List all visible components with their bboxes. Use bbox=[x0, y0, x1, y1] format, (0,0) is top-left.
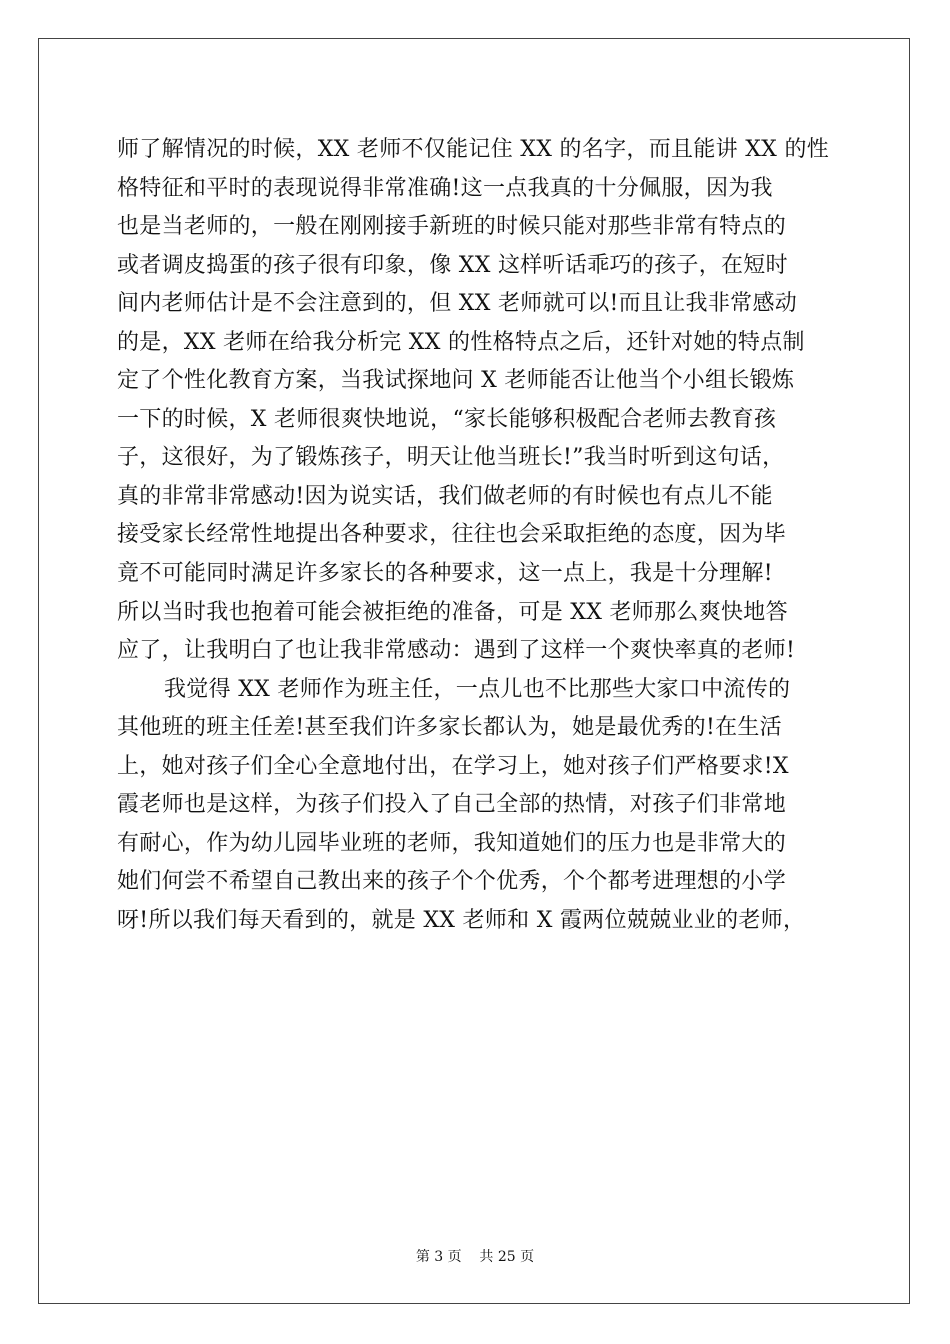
text-line: 霞老师也是这样，为孩子们投入了自己全部的热情，对孩子们非常地 bbox=[117, 792, 787, 818]
text-line: 上，她对孩子们全心全意地付出，在学习上，她对孩子们严格要求!X bbox=[117, 753, 789, 779]
text-line: 师了解情况的时候，XX 老师不仅能记住 XX 的名字，而且能讲 XX 的性 bbox=[117, 137, 830, 162]
text-line: 呀!所以我们每天看到的，就是 XX 老师和 X 霞两位兢兢业业的老师， bbox=[117, 907, 806, 933]
text-line: 子，这很好，为了锻炼孩子，明天让他当班长!”我当时听到这句话， bbox=[117, 445, 785, 471]
text-line: 一下的时候，X 老师很爽快地说，“家长能够积极配合老师去教育孩 bbox=[117, 406, 777, 432]
text-line: 也是当老师的，一般在刚刚接手新班的时候只能对那些非常有特点的 bbox=[117, 214, 787, 240]
text-line: 其他班的班主任差!甚至我们许多家长都认为，她是最优秀的!在生活 bbox=[117, 715, 782, 741]
text-line: 或者调皮捣蛋的孩子很有印象，像 XX 这样听话乖巧的孩子，在短时 bbox=[117, 252, 788, 278]
text-line: 间内老师估计是不会注意到的，但 XX 老师就可以!而且让我非常感动 bbox=[117, 291, 798, 317]
text-line: 所以当时我也抱着可能会被拒绝的准备，可是 XX 老师那么爽快地答 bbox=[117, 599, 788, 625]
text-line: 应了，让我明白了也让我非常感动：遇到了这样一个爽快率真的老师! bbox=[117, 638, 796, 664]
text-line: 我觉得 XX 老师作为班主任，一点儿也不比那些大家口中流传的 bbox=[164, 676, 791, 702]
text-line: 的是，XX 老师在给我分析完 XX 的性格特点之后，还针对她的特点制 bbox=[117, 329, 805, 355]
page-number-footer: 第 3 页 共 25 页 bbox=[415, 1249, 535, 1265]
text-line: 格特征和平时的表现说得非常准确!这一点我真的十分佩服，因为我 bbox=[117, 175, 773, 201]
text-line: 接受家长经常性地提出各种要求，往往也会采取拒绝的态度，因为毕 bbox=[117, 522, 787, 548]
text-line: 她们何尝不希望自己教出来的孩子个个优秀，个个都考进理想的小学 bbox=[117, 869, 787, 895]
text-line: 定了个性化教育方案，当我试探地问 X 老师能否让他当个小组长锻炼 bbox=[117, 368, 795, 394]
document-body bbox=[117, 131, 837, 940]
text-line: 竟不可能同时满足许多家长的各种要求，这一点上，我是十分理解! bbox=[117, 561, 773, 587]
text-line: 有耐心，作为幼儿园毕业班的老师，我知道她们的压力也是非常大的 bbox=[117, 830, 787, 856]
text-line: 真的非常非常感动!因为说实话，我们做老师的有时候也有点儿不能 bbox=[117, 483, 773, 509]
